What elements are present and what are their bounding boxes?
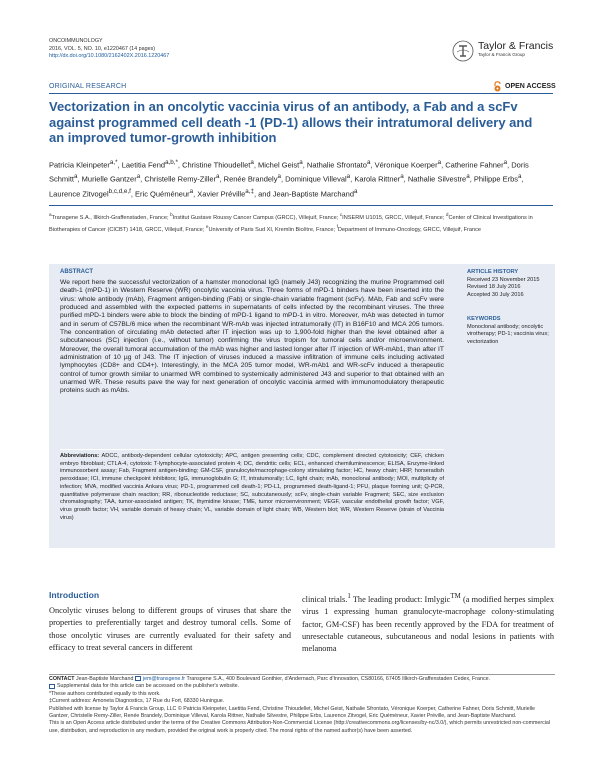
publisher-logo: [452, 40, 553, 62]
author-list: Patricia Kleinpeter$^{a,*}$, Laetitia Fend$^{a,b,*}$, Christine Thioudellet$^a$, Michel Geist$^a$, Nathalie Sfrontato$^a$, Véronique Koerper$^a$, Catherine Fahner$^a$, Doris Schmitt$^a$, Murielle Gantzer$^a$, Christelle Remy-Ziller$^a$, Renée Brandely$^a$, Dominique Villeval$^a$, Karola Rittner$^a$, Nathalie Silvestre$^a$, Philippe Erbs$^a$, Laurence Zitvogel$^{b,c,d,e,f}$, Eric Quéméneur$^a$, Xavier Préville$^{a,\ddagger}$, and Jean-Baptiste Marchand$^a$: [49, 159, 529, 199]
keywords-heading: KEYWORDS: [467, 316, 501, 322]
affiliations: $^a$Transgene S.A., Illkirch-Graffenstaden, France; $^b$Institut Gustave Roussy Cancer Campus (GRCC), Villejuif, France; $^c$INSERM U1015, GRCC, Villejuif, France; $^d$Center of Clinical Investigations in Biotherapies of Cancer (CICBT) 1418, GRCC, Villejuif, France; $^e$University of Paris Sud XI, Kremlin Bicêtre, France; $^f$Department of Immuno-Oncology, GRCC, Villejuif, France: [49, 212, 533, 233]
journal-info: [49, 38, 169, 61]
article-history-heading: ARTICLE HISTORY: [467, 269, 519, 275]
taylor-francis-logo-icon: [452, 40, 474, 62]
contact-address: Transgene S.A., 400 Boulevard Gonthier, d'Andernach, Parc d'Innovation, CS80166, 67405 Illkirch-Graffenstaden Cedex, France.: [186, 676, 491, 682]
contact-label: CONTACT: [49, 676, 75, 682]
introduction-right-column: clinical trials.$^1$ The leading product: Imlygic™ (a modified herpes simplex virus 1 expressing human granulocyte-macrophage colony-stimulating factor, GM-CSF) has been recently approved by the FDA for treatment of unresectable cutaneous, subcutaneous and nodal lesions in patients with melanoma: [302, 593, 554, 654]
journal-name: ONCOIMMUNOLOGY: [49, 38, 103, 44]
publisher-subname: Taylor & Francis Group: [478, 52, 525, 57]
doi-link[interactable]: http://dx.doi.org/10.1080/2162402X.2016.1220467: [49, 53, 170, 60]
current-address-note: ‡Current address: Amoneta Diagnostics, 17 Rue du Fort, 68330 Huningue.: [49, 698, 225, 705]
supplemental-text[interactable]: Supplemental data for this article can be accessed on the publisher's website.: [57, 683, 240, 690]
contact-name: Jean-Baptiste Marchand: [75, 676, 134, 682]
supplemental-note: [49, 683, 555, 690]
open-access-label: OPEN ACCESS: [505, 83, 556, 90]
abbreviations-label: Abbreviations:: [60, 453, 100, 459]
open-access-badge: [493, 81, 556, 92]
contact-line: [49, 676, 555, 683]
section-label: ORIGINAL RESEARCH: [49, 83, 127, 90]
authors-rule: [49, 205, 553, 206]
equal-contribution-note: *These authors contributed equally to this work.: [49, 690, 161, 697]
abstract-text: We report here the successful vectorization of a hamster monoclonal IgG (namely J43) recognizing the murine Programmed cell death-1 (mPD-1) in Western Reserve (WR) oncolytic vaccinia virus. Three forms of mPD-1 binders have been inserted into the virus: whole antibody (mAb), Fragment antigen-binding (Fab) or single-chain variable fragment (scFv). MAb, Fab and scFv were produced and assembled with the expected patterns in supernatants of cells infected by the recombinant viruses. The three purified mPD-1 binders were able to block the binding of mPD-1 ligand to mPD-1 in vitro. Moreover, mAb was detected in tumor and in serum of C57BL/6 mice when the recombinant WR-mAb was injected intratumorally (IT) in B16F10 and MCA 205 tumors. The concentration of circulating mAb detected after IT injection was up to 1,900-fold higher than the level obtained after a subcutaneous (SC) injection (i.e., without tumor) confirming the virus tropism for tumoral cells and/or microenvironment. Moreover, the overall tumoral accumulation of the mAb was higher and lasted longer after IT injection of WR-mAb1, than after IT administration of 10 µg of J43. The IT injection of viruses induced a massive infiltration of immune cells including activated lymphocytes (CD8+ and CD4+). Interestingly, in the MCA 205 tumor model, WR-mAb1 and WR-scFv induced a therapeutic control of tumor growth similar to unarmed WR combined to systemically administered J43 and superior to that obtained with an unarmed WR. These results pave the way for next generation of oncolytic vaccinia armed with immunomodulatory therapeutic proteins such as mAbs.: [60, 279, 444, 395]
article-history: [467, 269, 553, 299]
license-note: This is an Open Access article distributed under the terms of the Creative Commons Attribution-Non-Commercial License (http://creativecommons.org/licenses/by-nc/3.0/), which permits unrestricted non-commercial use, distribution, and reproduction in any medium, provided the original work is properly cited. The moral rights of the named author(s) have been asserted.: [49, 720, 551, 734]
footnote-rule: [49, 674, 555, 675]
keywords: [467, 316, 553, 346]
supplemental-icon: [49, 684, 55, 689]
abbreviations-text: ADCC, antibody-dependent cellular cytotoxicity; APC, antigen presenting cells; CDC, complement directed cytotoxicity; CEF, chicken embryo fibroblast; CTLA-4, cytotoxic T-lymphocyte-associated protein 4; DC, dendritic cells; ECL, enhanced chemiluminescence; ELISA, Enzyme-linked immunosorbent assay; Fab, Fragment antigen-binding; GM-CSF, granulocyte/macrophage-colony stimulating factor; HC, heavy chain; HRP, horseradish peroxidase; ICI, immune checkpoint inhibitors; IgG, immunoglobulin G; IT, intratumorally; LC, light chain; mAb, monoclonal antibody; MOI, multiplicity of infection; MVA, modified vaccinia Ankara virus; PD-1, programmed cell death-1; PD-L1, programmed death-ligand-1; PFU, plaque forming unit; Q-PCR, quantitative polymerase chain reaction; RR, ribonucleotide reductase; SC, subcutaneously; scFv, single-chain variable Fragment; SEC, size exclusion chromatography; TAA, tumor-associated antigen; TK, thymidine kinase; TME, tumor microenvironment; VEGF, vascular endothelial growth factor; VGF, virus growth factor; VH, variable domain of heavy chain; VL, variable domain of light chain; WB, Western blot; WR, Western Reserve (strain of Vaccinia virus): [60, 453, 444, 521]
revised-date: Revised 18 July 2016: [467, 284, 521, 291]
received-date: Received 23 November 2015: [467, 276, 540, 283]
introduction-heading: Introduction: [49, 590, 100, 600]
abbreviations: [60, 453, 444, 522]
keywords-text: Monoclonal antibody; oncolytic virotherapy; PD-1; vaccinia virus; vectorization: [467, 323, 549, 345]
article-title: Vectorization in an oncolytic vaccinia virus of an antibody, a Fab and a scFv against programmed cell death -1 (PD-1) allows their intratumoral delivery and an improved tumor-growth inhibition: [49, 99, 533, 146]
publisher-name: Taylor & Francis: [478, 40, 554, 52]
abbreviations-divider: [60, 449, 444, 450]
introduction-left-column: Oncolytic viruses belong to different groups of viruses that share the properties to preferentially target and destroy tumoral cells. Some of those oncolytic viruses are currently evaluated for their safety and efficacy to treat several cancers in different: [49, 606, 291, 653]
copyright-note: Published with license by Taylor & Francis Group, LLC © Patricia Kleinpeter, Laetitia Fend, Christine Thioudellet, Michel Geist, Nathalie Sfrontato, Véronique Koerper, Catherine Fahner, Doris Schmitt, Murielle Gantzer, Christelle Remy-Ziller, Renée Brandely, Dominique Villeval, Karola Rittner, Nathalie Silvestre, Philippe Erbs, Laurence Zitvogel, Eric Quéméneur, Xavier Préville, and Jean-Baptiste Marchand.: [49, 705, 535, 720]
abstract-heading: ABSTRACT: [60, 269, 93, 275]
open-lock-icon: [493, 81, 502, 92]
header-rule: [49, 93, 553, 94]
journal-volume: 2016, VOL. 5, NO. 10, e1220467 (14 pages): [49, 45, 156, 52]
contact-email[interactable]: jem@transgene.fr: [142, 676, 186, 682]
footnotes: [49, 676, 555, 735]
accepted-date: Accepted 30 July 2016: [467, 291, 524, 298]
email-icon: [135, 676, 141, 681]
